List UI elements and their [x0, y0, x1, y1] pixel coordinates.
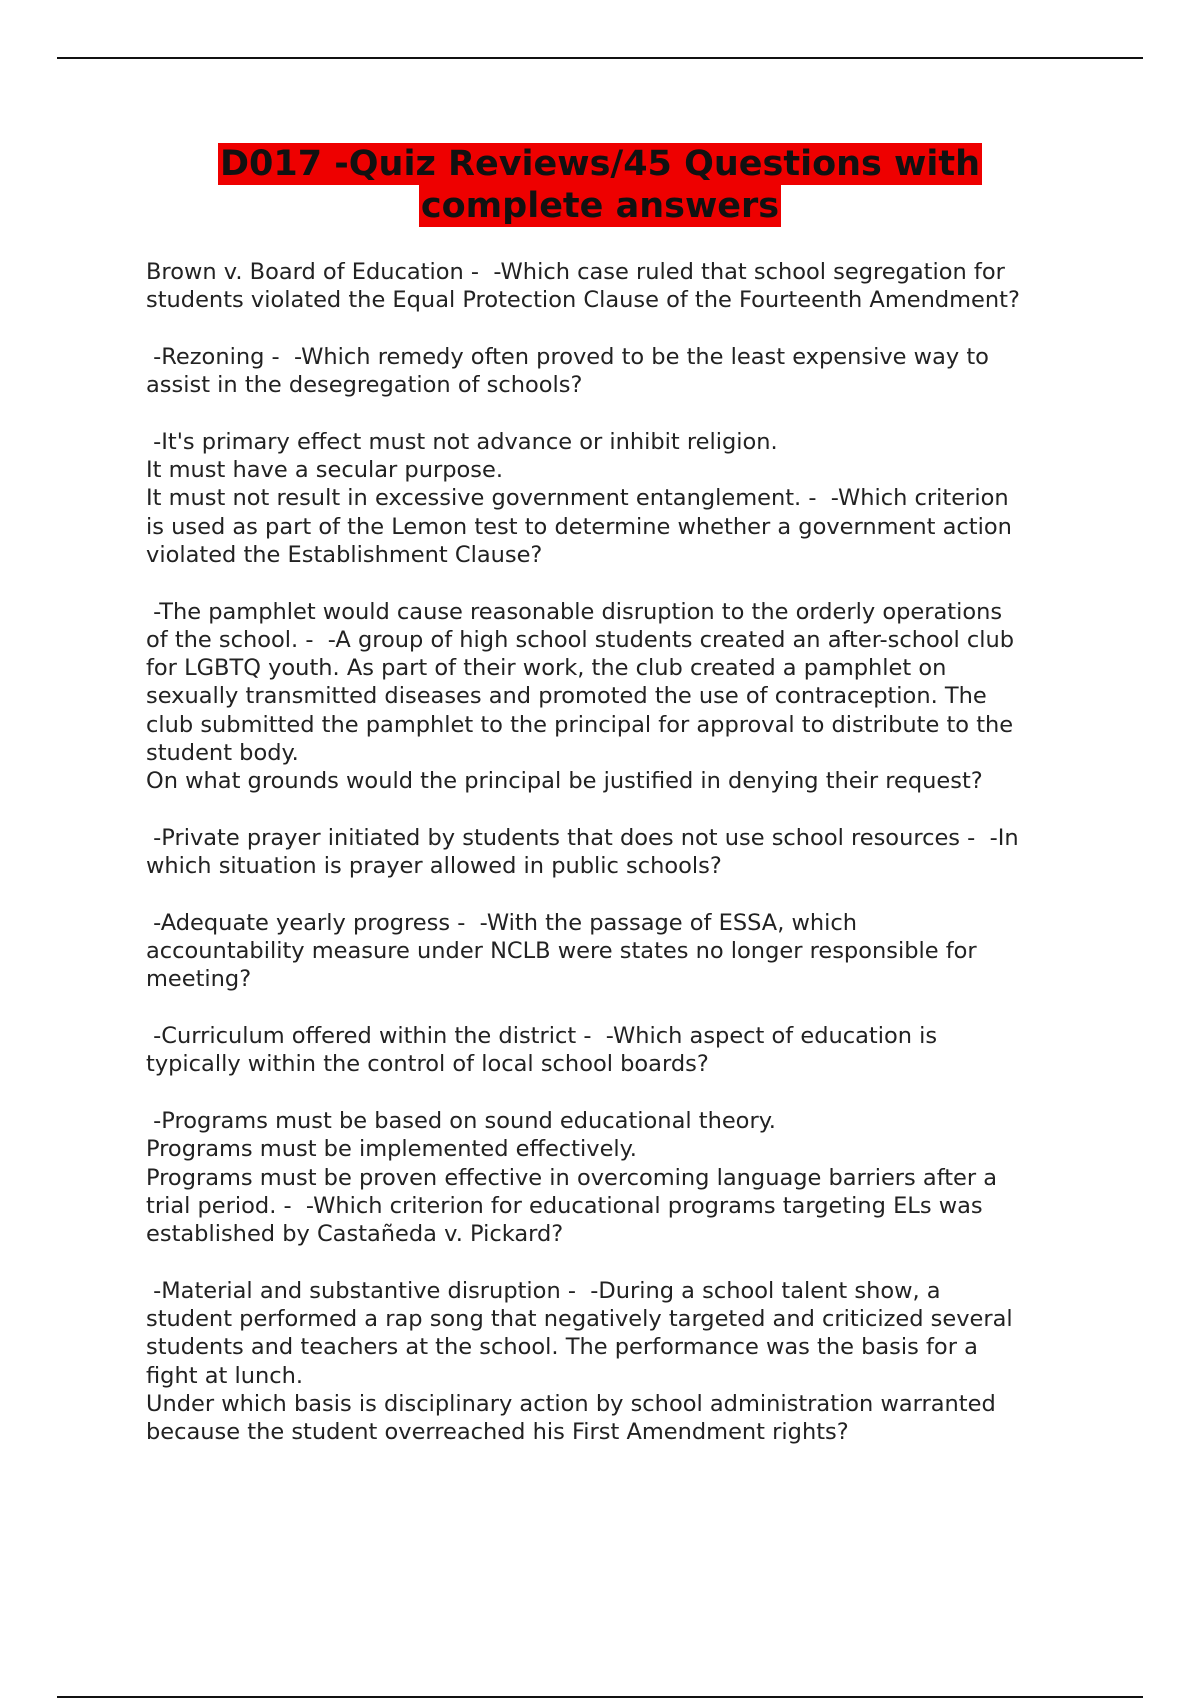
qa-entry-line: Programs must be proven effective in overcoming language barriers after a [146, 1164, 998, 1191]
qa-entry-line: -Rezoning - -Which remedy often proved to be the least expensive way to [146, 343, 989, 370]
qa-entry-line: -Programs must be based on sound educational theory. [146, 1107, 776, 1134]
qa-entry-line: which situation is prayer allowed in public schools? [146, 853, 722, 880]
qa-entry-line: -Material and substantive disruption - -During a school talent show, a [146, 1277, 941, 1304]
qa-entry [146, 598, 1106, 796]
qa-entry-line: Brown v. Board of Education - -Which case ruled that school segregation for [146, 259, 1005, 285]
qa-entry-line: is used as part of the Lemon test to determine whether a government action [146, 513, 1012, 540]
title-line-1: D017 -Quiz Reviews/45 Questions with [219, 144, 981, 184]
qa-entry-line: -The pamphlet would cause reasonable disruption to the orderly operations [146, 598, 1003, 625]
title-line-2: complete answers [420, 186, 780, 226]
qa-entry-line: accountability measure under NCLB were states no longer responsible for [146, 938, 977, 965]
qa-entry [146, 824, 1106, 881]
qa-entry-line: trial period. - -Which criterion for educational programs targeting ELs was [146, 1192, 983, 1219]
top-rule [57, 57, 1143, 59]
qa-entry-line: -Adequate yearly progress - -With the passage of ESSA, which [146, 909, 858, 936]
qa-entry-line: because the student overreached his First Amendment rights? [146, 1419, 849, 1446]
qa-entry-line: for LGBTQ youth. As part of their work, the club created a pamphlet on [146, 655, 947, 682]
qa-entry-line: -It's primary effect must not advance or inhibit religion. [146, 428, 778, 455]
qa-entry-line: students and teachers at the school. The performance was the basis for a [146, 1334, 978, 1361]
qa-entry [146, 343, 1106, 400]
qa-entry-line: students violated the Equal Protection Clause of the Fourteenth Amendment? [146, 287, 1020, 314]
qa-entry-line: It must have a secular purpose. [146, 457, 503, 484]
qa-entry-line: -Curriculum offered within the district - -Which aspect of education is [146, 1023, 938, 1050]
qa-entry-line: club submitted the pamphlet to the principal for approval to distribute to the [146, 711, 1014, 738]
qa-entry [146, 909, 1106, 994]
document-title [0, 143, 1200, 227]
qa-entry-line: meeting? [146, 966, 252, 993]
qa-entry [146, 1277, 1106, 1447]
qa-entry-line: typically within the control of local school boards? [146, 1051, 709, 1078]
qa-entry-line: It must not result in excessive government entanglement. - -Which criterion [146, 485, 1009, 512]
qa-entry-line: On what grounds would the principal be justified in denying their request? [146, 768, 983, 795]
qa-entry-line: Programs must be implemented effectively. [146, 1136, 637, 1163]
qa-entry [146, 428, 1106, 569]
qa-entry-line: violated the Establishment Clause? [146, 541, 543, 568]
qa-entry-line: -Private prayer initiated by students that does not use school resources - -In [146, 824, 1019, 851]
qa-entry-line: established by Castañeda v. Pickard? [146, 1221, 564, 1248]
bottom-rule [57, 1696, 1143, 1698]
qa-list [146, 258, 1106, 1475]
qa-entry [146, 1022, 1106, 1079]
qa-entry-line: student performed a rap song that negatively targeted and criticized several [146, 1305, 1013, 1332]
qa-entry-line: Under which basis is disciplinary action by school administration warranted [146, 1390, 996, 1417]
qa-entry [146, 258, 1106, 315]
qa-entry [146, 1107, 1106, 1248]
qa-entry-line: student body. [146, 740, 299, 767]
qa-entry-line: of the school. - -A group of high school students created an after-school club [146, 626, 1015, 653]
qa-entry-line: assist in the desegregation of schools? [146, 372, 583, 399]
qa-entry-line: sexually transmitted diseases and promoted the use of contraception. The [146, 683, 987, 710]
qa-entry-line: fight at lunch. [146, 1362, 304, 1389]
